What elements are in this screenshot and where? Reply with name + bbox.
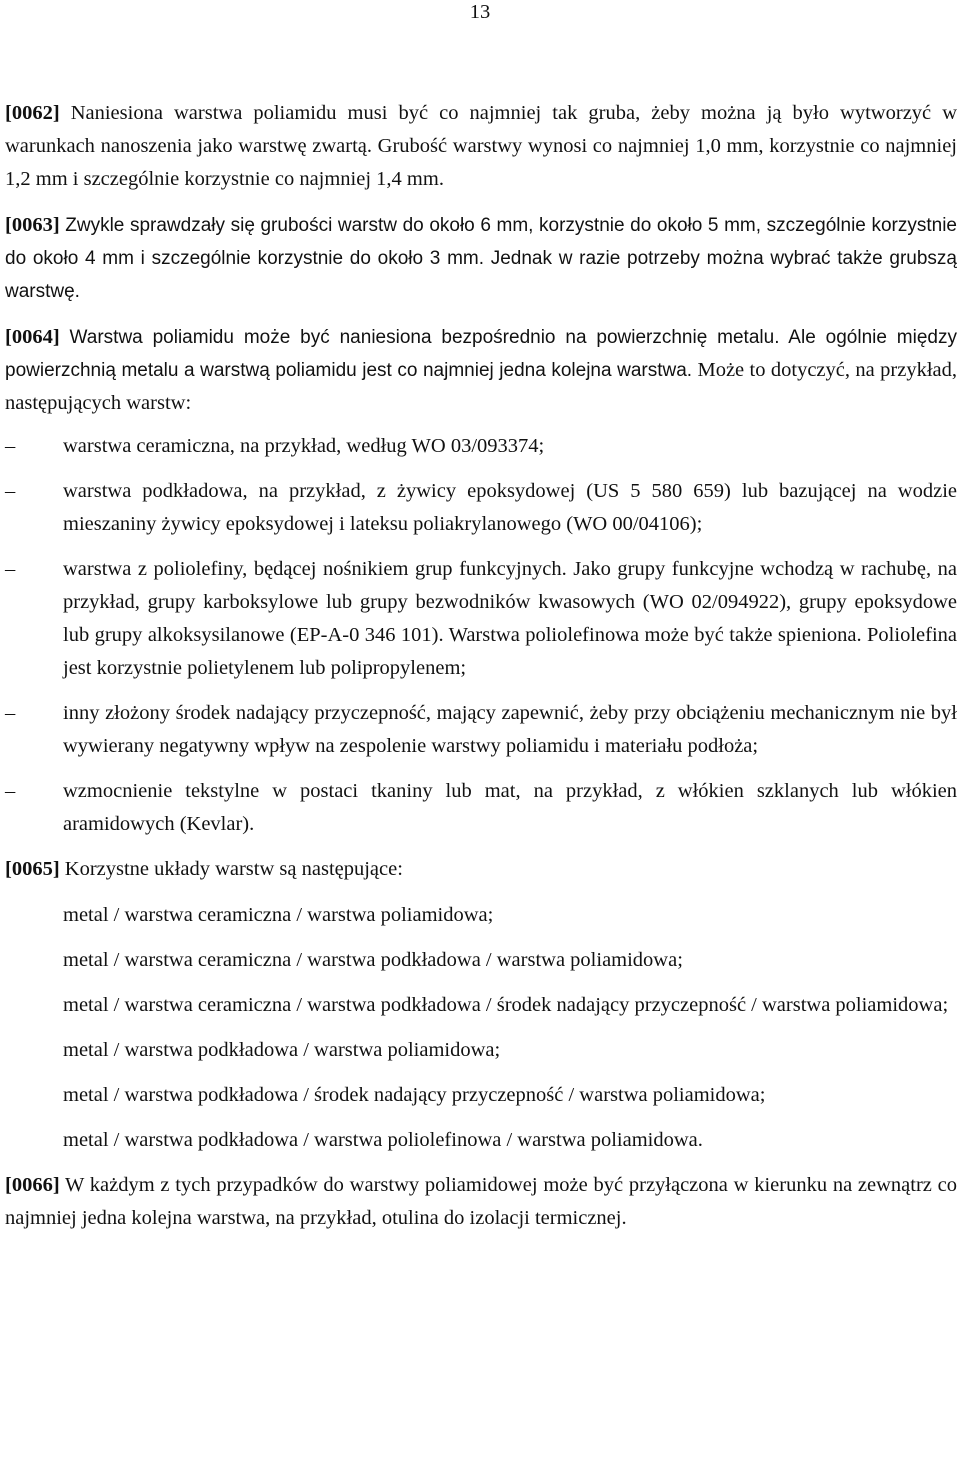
paragraph-0064 <box>5 321 957 420</box>
paragraph-0065 <box>5 853 957 886</box>
list-item <box>5 475 957 541</box>
paragraph-number: [0062] <box>5 102 60 124</box>
dash-bullet: – <box>5 780 16 802</box>
paragraph-text-continued: Może to dotyczyć, na przykład, następujących warstw: <box>5 359 957 414</box>
paragraph-number: [0063] <box>5 214 60 236</box>
paragraph-text: Naniesiona warstwa poliamidu musi być co najmniej tak gruba, żeby można ją było wytworzyć w warunkach nanoszenia jako warstwę zwartą. Grubość warstwy wynosi co najmniej 1,0 mm, korzystnie co najmniej 1,2 mm i szczególnie korzystnie co najmniej 1,4 mm. <box>5 102 957 190</box>
list-item-text: inny złożony środek nadający przyczepność, mający zapewnić, żeby przy obciążeniu mechanicznym nie był wywierany negatywny wpływ na zespolenie warstwy poliamidu i materiału podłoża; <box>63 702 957 757</box>
paragraph-number: [0066] <box>5 1174 60 1196</box>
document-body <box>5 97 957 1248</box>
layer-system-item: metal / warstwa ceramiczna / warstwa poliamidowa; <box>63 904 494 926</box>
page-number: 13 <box>469 1 491 23</box>
list-item <box>5 553 957 685</box>
layer-system-item: metal / warstwa podkładowa / warstwa poliolefinowa / warstwa poliamidowa. <box>63 1129 703 1151</box>
list-item-text: warstwa z poliolefiny, będącej nośnikiem grup funkcyjnych. Jako grupy funkcyjne wchodzą w rachubę, na przykład, grupy karboksylowe lub grupy bezwodników kwasowych (WO 02/094922), grupy epoksydowe lub grupy alkoksysilanowe (EP-A-0 346 101). Warstwa poliolefinowa może być także spieniona. Poliolefina jest korzystnie polietylenem lub polipropylenem; <box>63 558 957 679</box>
paragraph-number: [0065] <box>5 858 60 880</box>
list-item-text: warstwa podkładowa, na przykład, z żywicy epoksydowej (US 5 580 659) lub bazującej na wodzie mieszaniny żywicy epoksydowej i lateksu poliakrylanowego (WO 00/04106); <box>63 480 957 535</box>
layer-system-item: metal / warstwa podkładowa / warstwa poliamidowa; <box>63 1039 501 1061</box>
dash-bullet: – <box>5 435 16 457</box>
layer-system-item: metal / warstwa podkładowa / środek nadający przyczepność / warstwa poliamidowa; <box>63 1084 766 1106</box>
list-item-text: wzmocnienie tekstylne w postaci tkaniny lub mat, na przykład, z włókien szklanych lub włókien aramidowych (Kevlar). <box>63 780 957 835</box>
dash-bullet: – <box>5 558 16 580</box>
list-item <box>5 697 957 763</box>
list-item-text: warstwa ceramiczna, na przykład, według WO 03/093374; <box>63 435 545 457</box>
paragraph-text: Korzystne układy warstw są następujące: <box>59 858 403 880</box>
list-item <box>5 430 957 463</box>
paragraph-text: Warstwa poliamidu może być naniesiona bezpośrednio na powierzchnię metalu. Ale ogólnie między powierzchnią metalu a warstwą poliamidu jest co najmniej jedna kolejna warstwa. <box>5 327 957 381</box>
paragraph-0066 <box>5 1169 957 1235</box>
paragraph-text: Zwykle sprawdzały się grubości warstw do około 6 mm, korzystnie do około 5 mm, szczególnie korzystnie do około 4 mm i szczególnie korzystnie do około 3 mm. Jednak w razie potrzeby można wybrać także grubszą warstwę. <box>5 215 957 302</box>
paragraph-text: W każdym z tych przypadków do warstwy poliamidowej może być przyłączona w kierunku na zewnątrz co najmniej jedna kolejna warstwa, na przykład, otulina do izolacji termicznej. <box>5 1174 957 1229</box>
dash-bullet: – <box>5 480 16 502</box>
list-item <box>5 775 957 841</box>
layer-system-item: metal / warstwa ceramiczna / warstwa podkładowa / środek nadający przyczepność / warstwa poliamidowa; <box>63 994 949 1016</box>
dash-bullet: – <box>5 702 16 724</box>
layer-system-item: metal / warstwa ceramiczna / warstwa podkładowa / warstwa poliamidowa; <box>63 949 683 971</box>
paragraph-0063 <box>5 209 957 308</box>
paragraph-0062 <box>5 97 957 196</box>
paragraph-number: [0064] <box>5 326 60 348</box>
